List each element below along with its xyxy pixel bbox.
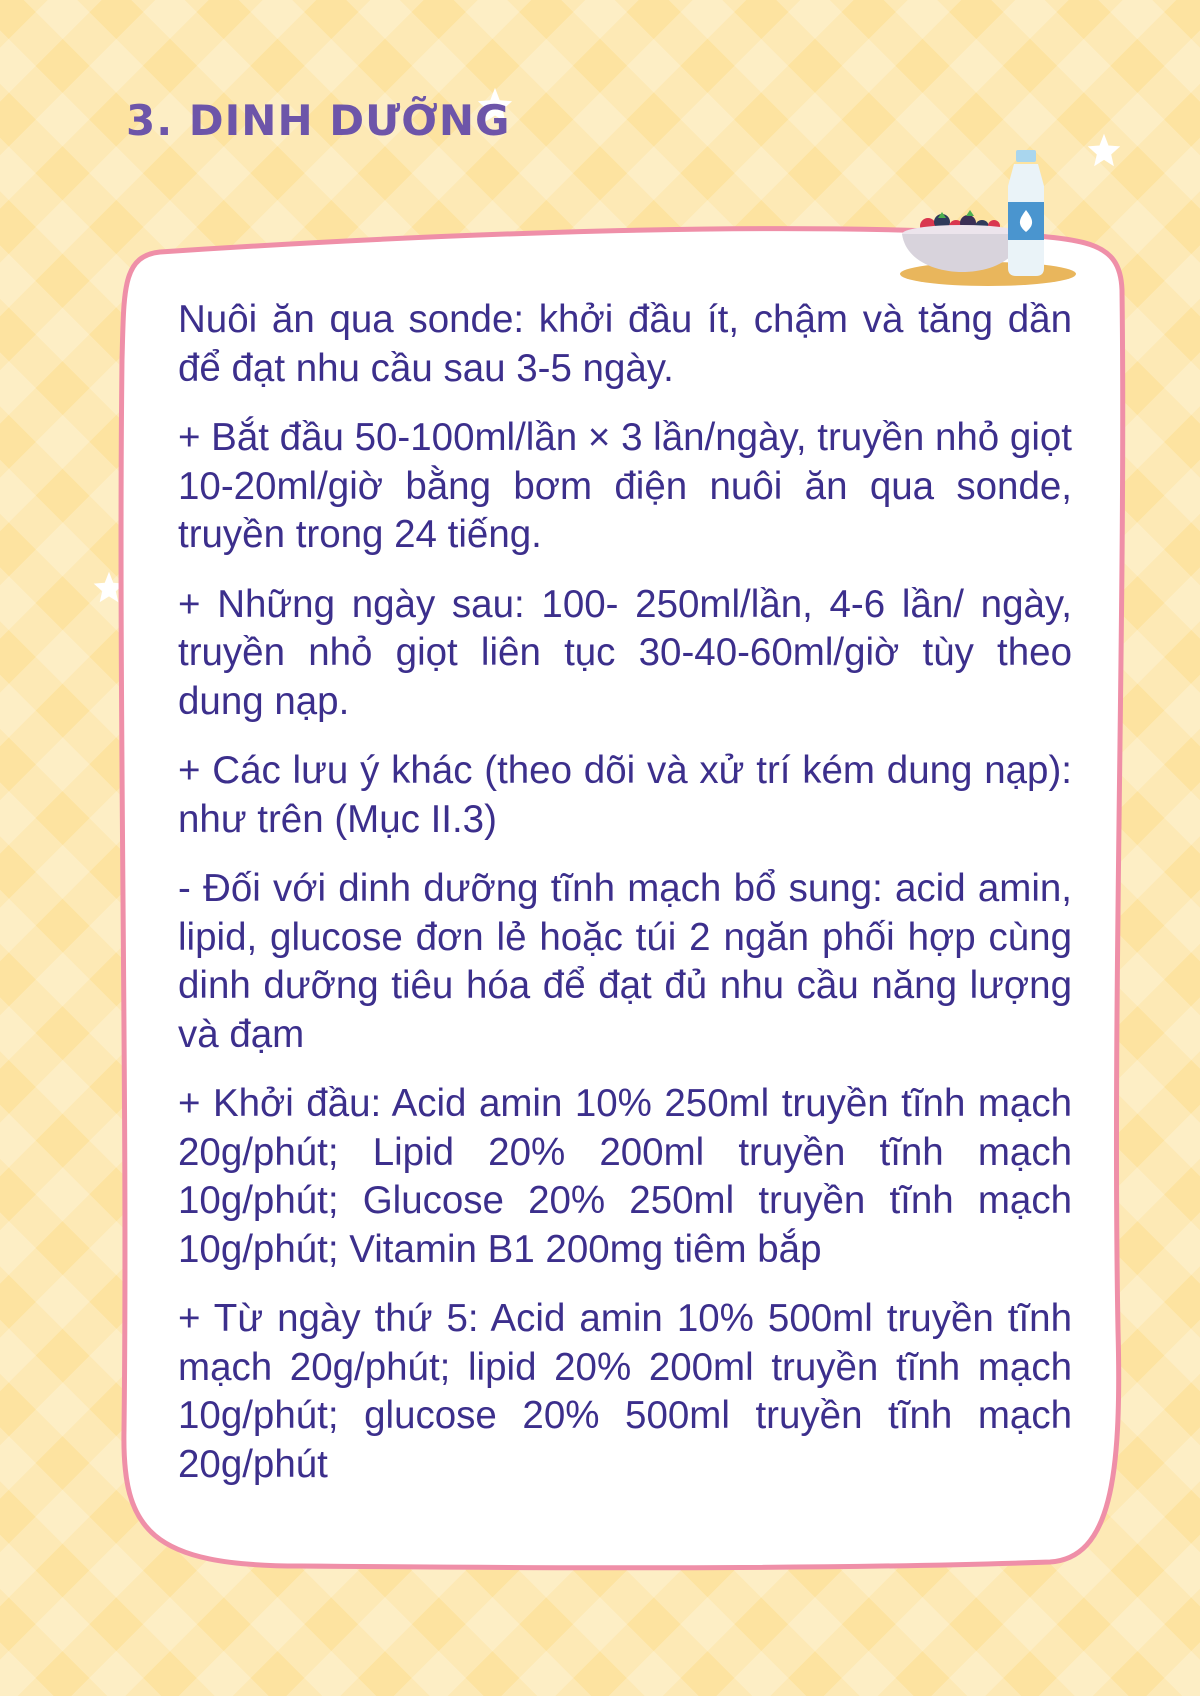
- paragraph-parenteral-nutrition: - Đối với dinh dưỡng tĩnh mạch bổ sung: acid amin, lipid, glucose đơn lẻ hoặc túi 2 ngăn phối hợp cùng dinh dưỡng tiêu hóa để đạt đủ nhu cầu năng lượng và đạm: [178, 867, 1072, 1056]
- page-title: 3. DINH DƯỠNG: [126, 96, 511, 145]
- paragraph-tube-feeding: Nuôi ăn qua sonde: khởi đầu ít, chậm và tăng dần để đạt nhu cầu sau 3-5 ngày.: [178, 298, 1072, 390]
- water-bottle-icon: [1008, 150, 1044, 276]
- paragraph-other-notes: + Các lưu ý khác (theo dõi và xử trí kém dung nạp): như trên (Mục II.3): [178, 749, 1072, 841]
- content-body: [178, 296, 1072, 1510]
- paragraph-following-days: + Những ngày sau: 100- 250ml/lần, 4-6 lần/ ngày, truyền nhỏ giọt liên tục 30-40-60ml/giờ tùy theo dung nạp.: [178, 582, 1072, 723]
- food-illustration: [898, 150, 1084, 290]
- paragraph-start-dose: + Bắt đầu 50-100ml/lần × 3 lần/ngày, truyền nhỏ giọt 10-20ml/giờ bằng bơm điện nuôi ăn qua sonde, truyền trong 24 tiếng.: [178, 416, 1072, 556]
- paragraph-day-five-regimen: + Từ ngày thứ 5: Acid amin 10% 500ml truyền tĩnh mạch 20g/phút; lipid 20% 200ml truyền tĩnh mạch 10g/phút; glucose 20% 500ml truyền tĩnh mạch 20g/phút: [178, 1297, 1072, 1486]
- paragraph-initial-regimen: + Khởi đầu: Acid amin 10% 250ml truyền tĩnh mạch 20g/phút; Lipid 20% 200ml truyền tĩnh mạch 10g/phút; Glucose 20% 250ml truyền tĩnh mạch 10g/phút; Vitamin B1 200mg tiêm bắp: [178, 1082, 1072, 1271]
